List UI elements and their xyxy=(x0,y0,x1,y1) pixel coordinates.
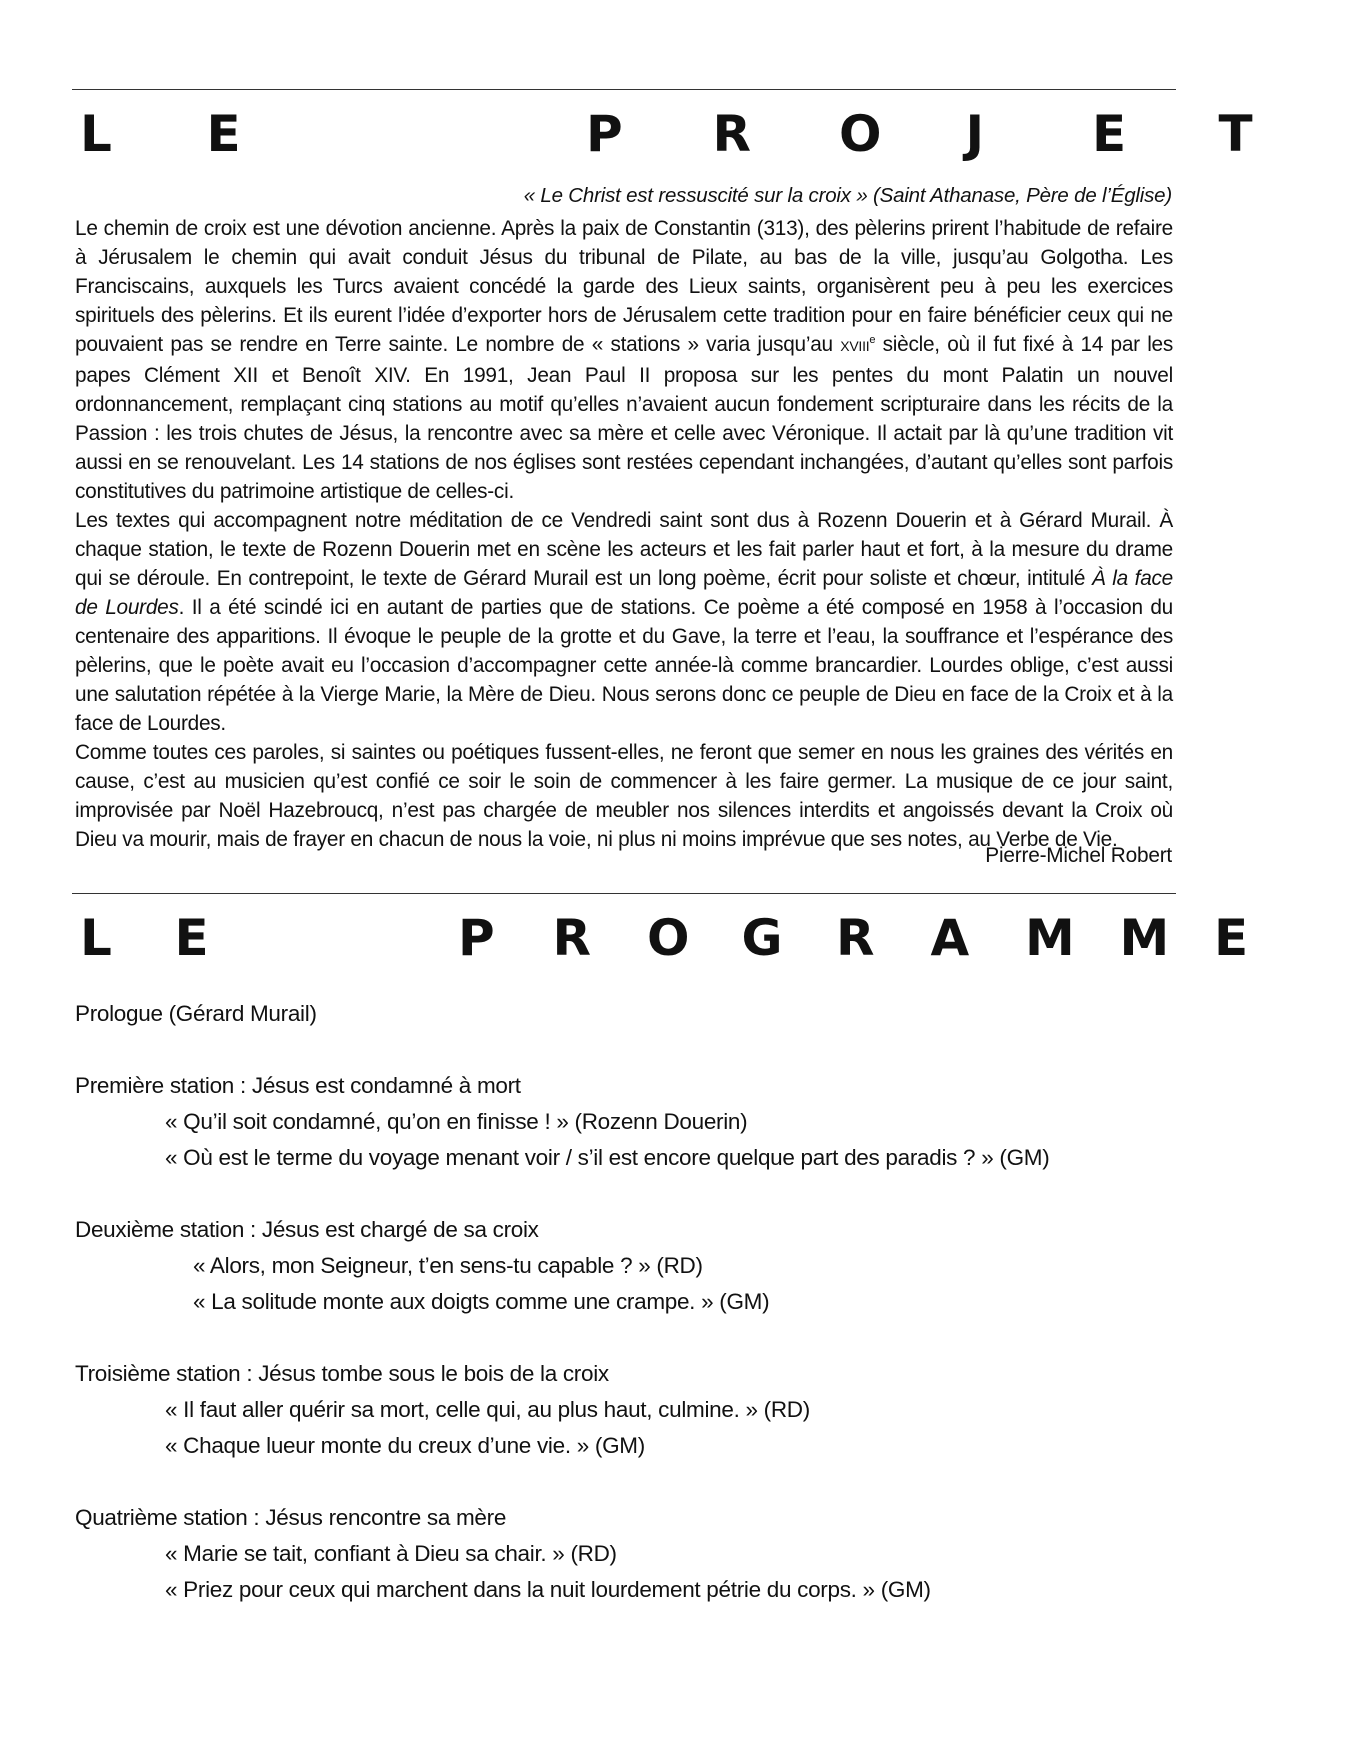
heading-letter xyxy=(269,908,364,968)
paragraph-2-part-b: . Il a été scindé ici en autant de parties que de stations. Ce poème a été composé en 1958 à l’occasion du centenaire des apparitions. Il évoque le peuple de la grotte et du Gave, la terre et l’eau, la souffrance et l’espérance des pèlerins, que le poète avait eu l’occasion d’accompagner cette année-là comme brancardier. Lourdes oblige, c’est aussi une salutation répétée à la Vierge Marie, la Mère de Dieu. Nous serons donc ce peuple de Dieu en face de la Croix et à la face de Lourdes. xyxy=(75,596,1173,735)
station-quote: « La solitude monte aux doigts comme une crampe. » (GM) xyxy=(193,1289,770,1314)
paragraph-1-part-a: Le chemin de croix est une dévotion ancienne. Après la paix de Constantin (313), des pèlerins prirent l’habitude de refaire à Jérusalem le chemin qui avait conduit Jésus du tribunal de Pilate, au bas de la ville, jusqu’au Golgotha. Les Franciscains, auxquels les Turcs avaient concédé la garde des Lieux saints, organisèrent peu à peu les exercices spirituels des pèlerins. Et ils eurent l’idée d’exporter hors de Jérusalem cette tradition pour en faire bénéficier ceux qui ne pouvaient pas se rendre en Terre sainte. Le nombre de « stations » varia jusqu’au xyxy=(75,217,1173,356)
station-title: Première station : Jésus est condamné à mort xyxy=(75,1073,521,1098)
epigraph xyxy=(524,184,1172,208)
heading-letter: P xyxy=(458,909,495,967)
epigraph-source: (Saint Athanase, Père de l’Église) xyxy=(873,184,1172,207)
century-suffix: e xyxy=(869,334,876,347)
station-quote: « Marie se tait, confiant à Dieu sa chair. » (RD) xyxy=(165,1541,617,1566)
heading-letter xyxy=(460,104,587,164)
century-numeral: XVIII xyxy=(840,338,870,354)
heading-letter: E xyxy=(206,105,241,163)
station-quote: « Alors, mon Seigneur, t’en sens-tu capable ? » (RD) xyxy=(193,1253,703,1278)
heading-letter: J xyxy=(965,105,985,163)
heading-letter: L xyxy=(80,909,112,967)
station-quote: « Qu’il soit condamné, qu’on en finisse ! » (Rozenn Douerin) xyxy=(165,1109,748,1134)
station-title: Quatrième station : Jésus rencontre sa mère xyxy=(75,1505,507,1530)
heading-letter: G xyxy=(741,909,783,967)
station-quote: « Priez pour ceux qui marchent dans la nuit lourdement pétrie du corps. » (GM) xyxy=(165,1577,931,1602)
station-quote: « Chaque lueur monte du creux d’une vie. » (GM) xyxy=(165,1433,645,1458)
heading-letter: E xyxy=(174,909,209,967)
station-title: Deuxième station : Jésus est chargé de sa croix xyxy=(75,1217,539,1242)
heading-letter xyxy=(333,104,460,164)
station-title: Troisième station : Jésus tombe sous le bois de la croix xyxy=(75,1361,609,1386)
paragraph-2-part-a: Les textes qui accompagnent notre méditation de ce Vendredi saint sont dus à Rozenn Douerin et à Gérard Murail. À chaque station, le texte de Rozenn Douerin met en scène les acteurs et les fait parler haut et fort, à la mesure du drame qui se déroule. En contrepoint, le texte de Gérard Murail est un long poème, écrit pour soliste et chœur, intitulé xyxy=(75,509,1173,590)
top-rule xyxy=(72,89,1176,90)
heading-letter: E xyxy=(1214,909,1249,967)
heading-letter: P xyxy=(586,105,623,163)
projet-heading xyxy=(80,104,1345,164)
poem-title: À la face de Lourdes xyxy=(75,567,1173,619)
programme-heading xyxy=(80,908,1309,968)
heading-letter: R xyxy=(836,909,875,967)
middle-rule xyxy=(72,893,1176,894)
paragraph-2 xyxy=(75,506,1173,738)
heading-letter: A xyxy=(930,909,970,967)
heading-letter: R xyxy=(552,909,592,967)
paragraph-1-part-b: siècle, où il fut fixé à 14 par les papes Clément XII et Benoît XIV. En 1991, Jean Paul II proposa sur les pentes du mont Palatin un nouvel ordonnancement, remplaçant cinq stations au motif qu’elles n’avaient aucun fondement scripturaire dans les récits de la Passion : les trois chutes de Jésus, la rencontre avec sa mère et celle avec Véronique. Il actait par là qu’une tradition vit aussi en se renouvelant. Les 14 stations de nos églises sont restées cependant inchangées, d’autant qu’elles sont parfois constitutives du patrimoine artistique de celles-ci. xyxy=(75,333,1174,503)
heading-letter: R xyxy=(712,105,752,163)
heading-letter: T xyxy=(1218,105,1253,163)
heading-letter: O xyxy=(647,909,690,967)
paragraph-1 xyxy=(75,214,1173,506)
prologue: Prologue (Gérard Murail) xyxy=(75,1001,317,1026)
heading-letter: M xyxy=(1119,909,1170,967)
station-quote: « Où est le terme du voyage menant voir / s’il est encore quelque part des paradis ? » (GM) xyxy=(165,1145,1050,1170)
station-quote: « Il faut aller quérir sa mort, celle qui, au plus haut, culmine. » (RD) xyxy=(165,1397,810,1422)
heading-letter: O xyxy=(839,105,882,163)
heading-letter xyxy=(364,908,459,968)
signature: Pierre-Michel Robert xyxy=(985,844,1172,867)
programme-list xyxy=(75,996,1175,1608)
epigraph-quote: « Le Christ est ressuscité sur la croix » xyxy=(523,184,868,207)
heading-letter: E xyxy=(1092,105,1127,163)
heading-letter: L xyxy=(80,105,112,163)
paragraph-3: Comme toutes ces paroles, si saintes ou poétiques fussent-elles, ne feront que semer en nous les graines des vérités en cause, c’est au musicien qu’est confié ce soir le soin de commencer à les faire germer. La musique de ce jour saint, improvisée par Noël Hazebroucq, n’est pas chargée de meubler nos silences interdits et angoissés devant la Croix où Dieu va mourir, mais de frayer en chacun de nous la voie, ni plus ni moins imprévue que ses notes, au Verbe de Vie. xyxy=(75,741,1173,851)
heading-letter: M xyxy=(1025,909,1075,967)
projet-body xyxy=(75,214,1173,854)
